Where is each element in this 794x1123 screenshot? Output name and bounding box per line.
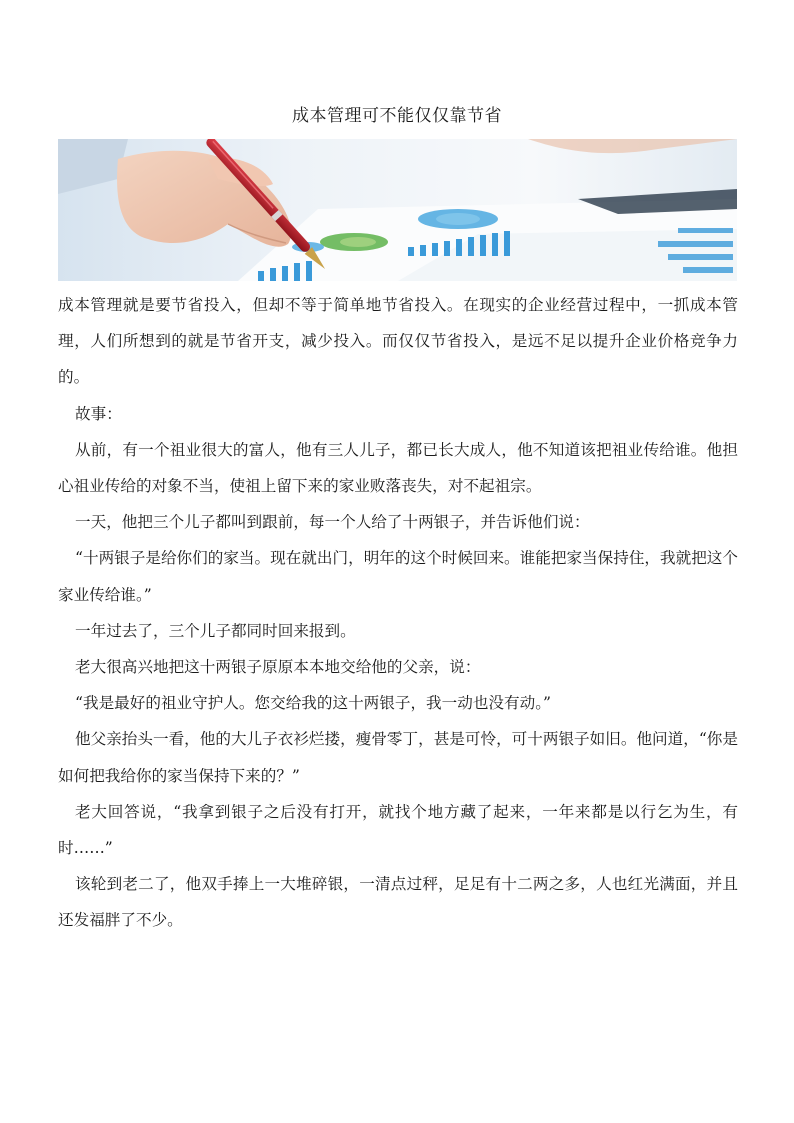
paragraph: 故事： [75, 404, 122, 423]
paragraph: “我是最好的祖业守护人。您交给我的这十两银子，我一动也没有动。” [75, 694, 551, 713]
article-body [58, 287, 738, 939]
paragraph: “十两银子是给你们的家当。现在就出门，明年的这个时候回来。谁能把家当保持住，我就把这个家业传给谁。” [58, 549, 738, 604]
paragraph: 一年过去了，三个儿子都同时回来报到。 [75, 621, 356, 640]
paragraph: 老大很高兴地把这十两银子原原本本地交给他的父亲，说： [75, 658, 481, 677]
paragraph: 他父亲抬头一看，他的大儿子衣衫烂搂，瘦骨零丁，甚是可怜，可十两银子如旧。他问道，“你是如何把我给你的家当保持下来的？” [58, 730, 738, 785]
document-title: 成本管理可不能仅仅靠节省 [292, 106, 502, 126]
hero-image [58, 139, 737, 281]
paragraph: 该轮到老二了，他双手捧上一大堆碎银，一清点过秤，足足有十二两之多，人也红光满面，并且还发福胖了不少。 [58, 875, 738, 930]
paragraph: 老大回答说，“我拿到银子之后没有打开，就找个地方藏了起来，一年来都是以行乞为生，有时……” [58, 802, 738, 858]
paragraph: 成本管理就是要节省投入，但却不等于简单地节省投入。在现实的企业经营过程中，一抓成本管理，人们所想到的就是节省开支，减少投入。而仅仅节省投入，是远不足以提升企业价格竞争力的。 [58, 296, 738, 387]
business-chart-photo [58, 139, 737, 281]
paragraph: 从前，有一个祖业很大的富人，他有三人儿子，都已长大成人，他不知道该把祖业传给谁。他担心祖业传给的对象不当，使祖上留下来的家业败落丧失，对不起祖宗。 [58, 440, 738, 496]
paragraph: 一天，他把三个儿子都叫到跟前，每一个人给了十两银子，并告诉他们说： [75, 513, 590, 532]
